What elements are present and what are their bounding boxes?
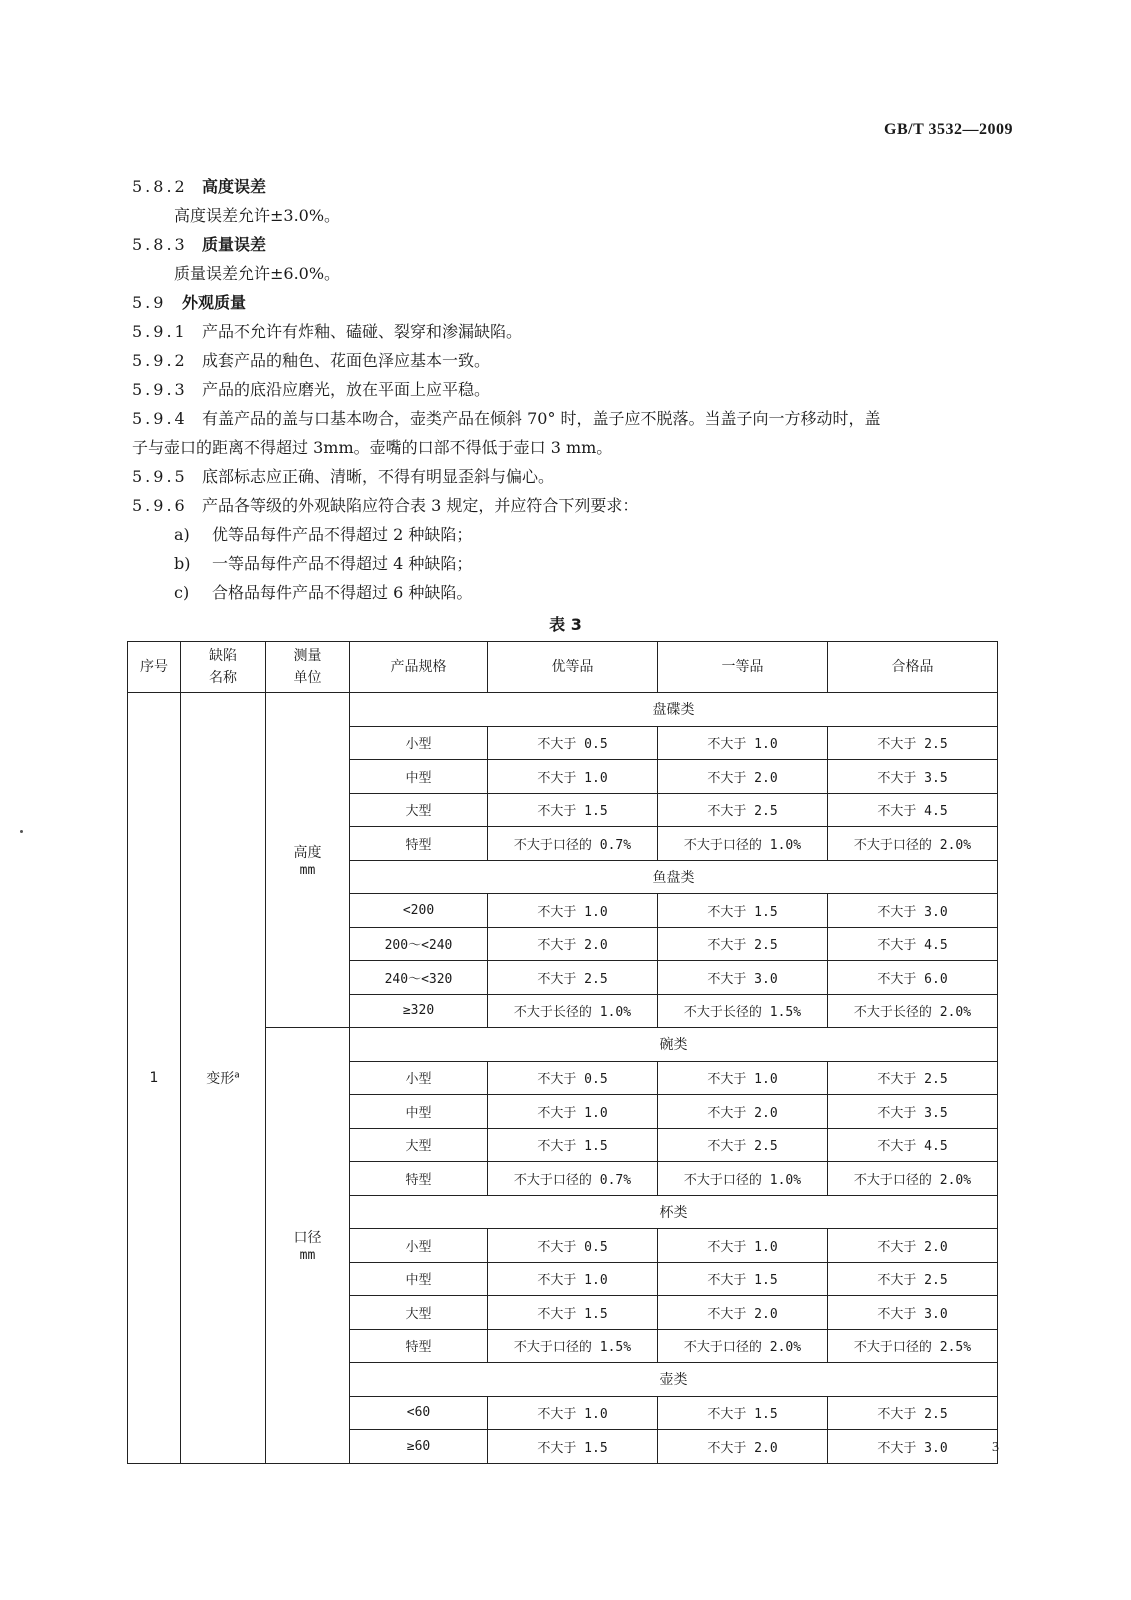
spec-cell: 中型 — [350, 1095, 488, 1129]
qualified-cell: 不大于 3.0 — [828, 1430, 998, 1464]
group-label: 杯类 — [350, 1195, 998, 1229]
unit-height-cell — [266, 693, 350, 1028]
requirement-b — [132, 549, 1012, 578]
qualified-cell: 不大于 2.5 — [828, 1262, 998, 1296]
spec-cell: 小型 — [350, 1229, 488, 1263]
requirement-label: a) — [174, 525, 190, 544]
page-number: 3 — [992, 1440, 999, 1455]
unit-mm: mm — [299, 1248, 316, 1264]
defect-name: 变形 — [206, 1070, 235, 1087]
qualified-cell: 不大于 3.0 — [828, 1296, 998, 1330]
clause-number: 5.9.3 — [132, 380, 188, 399]
spec-cell: ≥60 — [350, 1430, 488, 1464]
first-grade-cell: 不大于 2.0 — [658, 1095, 828, 1129]
group-label: 鱼盘类 — [350, 860, 998, 894]
premium-cell: 不大于 1.5 — [488, 1296, 658, 1330]
header-seq: 序号 — [128, 642, 181, 693]
first-grade-cell: 不大于 3.0 — [658, 961, 828, 995]
first-grade-cell: 不大于 2.5 — [658, 793, 828, 827]
clause-number: 5.9.5 — [132, 467, 188, 486]
unit-label: 高度 — [293, 845, 322, 861]
qualified-cell: 不大于口径的 2.0% — [828, 827, 998, 861]
requirement-c — [132, 578, 1012, 607]
premium-cell: 不大于 0.5 — [488, 1229, 658, 1263]
clause-text: 有盖产品的盖与口基本吻合，壶类产品在倾斜 70° 时，盖子应不脱落。当盖子向一方移动时，盖 — [202, 409, 881, 428]
section-5-8-2-text: 高度误差允许±3.0%。 — [174, 206, 341, 225]
premium-cell: 不大于口径的 1.5% — [488, 1329, 658, 1363]
premium-cell: 不大于 1.0 — [488, 1095, 658, 1129]
premium-cell: 不大于口径的 0.7% — [488, 1162, 658, 1196]
requirement-a — [132, 520, 1012, 549]
premium-cell: 不大于 0.5 — [488, 726, 658, 760]
defect-table — [127, 641, 998, 1464]
premium-cell: 不大于 2.5 — [488, 961, 658, 995]
spec-cell: 大型 — [350, 1296, 488, 1330]
premium-cell: 不大于 0.5 — [488, 1061, 658, 1095]
premium-cell: 不大于长径的 1.0% — [488, 994, 658, 1028]
qualified-cell: 不大于 4.5 — [828, 927, 998, 961]
spec-cell: 大型 — [350, 793, 488, 827]
first-grade-cell: 不大于 1.5 — [658, 894, 828, 928]
qualified-cell: 不大于口径的 2.0% — [828, 1162, 998, 1196]
clause-number: 5.9.2 — [132, 351, 188, 370]
qualified-cell: 不大于口径的 2.5% — [828, 1329, 998, 1363]
clause-5-9-3 — [132, 375, 1012, 404]
document-body — [132, 172, 1012, 607]
premium-cell: 不大于 1.0 — [488, 894, 658, 928]
qualified-cell: 不大于 4.5 — [828, 1128, 998, 1162]
qualified-cell: 不大于 2.5 — [828, 726, 998, 760]
premium-cell: 不大于 1.5 — [488, 793, 658, 827]
standard-code: GB/T 3532—2009 — [884, 121, 1013, 138]
spec-cell: <200 — [350, 894, 488, 928]
first-grade-cell: 不大于 1.0 — [658, 1229, 828, 1263]
spec-cell: 大型 — [350, 1128, 488, 1162]
premium-cell: 不大于 2.0 — [488, 927, 658, 961]
spec-cell: 中型 — [350, 1262, 488, 1296]
first-grade-cell: 不大于 2.5 — [658, 1128, 828, 1162]
group-row — [128, 693, 998, 727]
qualified-cell: 不大于 2.5 — [828, 1061, 998, 1095]
unit-label: 口径 — [293, 1230, 322, 1247]
requirement-label: b) — [174, 554, 191, 573]
clause-5-9-5 — [132, 462, 1012, 491]
qualified-cell: 不大于 6.0 — [828, 961, 998, 995]
spec-cell: 中型 — [350, 760, 488, 794]
qualified-cell: 不大于长径的 2.0% — [828, 994, 998, 1028]
section-number: 5.8.2 — [132, 177, 188, 196]
spec-cell: <60 — [350, 1396, 488, 1430]
header-grade-qualified: 合格品 — [828, 642, 998, 693]
first-grade-cell: 不大于 1.0 — [658, 726, 828, 760]
spec-cell: ≥320 — [350, 994, 488, 1028]
scan-speck — [20, 830, 23, 833]
clause-number: 5.9.6 — [132, 496, 188, 515]
section-title: 外观质量 — [182, 293, 247, 312]
qualified-cell: 不大于 4.5 — [828, 793, 998, 827]
qualified-cell: 不大于 2.5 — [828, 1396, 998, 1430]
qualified-cell: 不大于 3.5 — [828, 760, 998, 794]
spec-cell: 小型 — [350, 726, 488, 760]
table-title: 表 3 — [549, 615, 582, 634]
clause-5-9-2 — [132, 346, 1012, 375]
premium-cell: 不大于 1.5 — [488, 1430, 658, 1464]
defect-cell — [181, 693, 266, 1464]
clause-text: 产品不允许有炸釉、磕碰、裂穿和渗漏缺陷。 — [202, 322, 523, 341]
spec-cell: 240～<320 — [350, 961, 488, 995]
clause-5-9-6 — [132, 491, 1012, 520]
section-5-9-heading — [132, 288, 1012, 317]
header-spec: 产品规格 — [350, 642, 488, 693]
spec-cell: 特型 — [350, 1162, 488, 1196]
header-unit: 测量 单位 — [266, 642, 350, 693]
spec-cell: 小型 — [350, 1061, 488, 1095]
clause-text: 底部标志应正确、清晰，不得有明显歪斜与偏心。 — [202, 467, 555, 486]
qualified-cell: 不大于 3.5 — [828, 1095, 998, 1129]
premium-cell: 不大于 1.0 — [488, 1396, 658, 1430]
premium-cell: 不大于 1.0 — [488, 760, 658, 794]
first-grade-cell: 不大于口径的 2.0% — [658, 1329, 828, 1363]
requirement-text: 合格品每件产品不得超过 6 种缺陷。 — [212, 583, 473, 602]
header-grade-first: 一等品 — [658, 642, 828, 693]
first-grade-cell: 不大于 2.0 — [658, 760, 828, 794]
first-grade-cell: 不大于口径的 1.0% — [658, 1162, 828, 1196]
requirement-text: 一等品每件产品不得超过 4 种缺陷； — [212, 554, 473, 573]
first-grade-cell: 不大于口径的 1.0% — [658, 827, 828, 861]
clause-text: 产品的底沿应磨光，放在平面上应平稳。 — [202, 380, 491, 399]
footnote-marker: a — [234, 1070, 240, 1081]
first-grade-cell: 不大于 1.5 — [658, 1262, 828, 1296]
first-grade-cell: 不大于 1.0 — [658, 1061, 828, 1095]
premium-cell: 不大于 1.0 — [488, 1262, 658, 1296]
section-number: 5.9 — [132, 293, 167, 312]
group-label: 碗类 — [350, 1028, 998, 1062]
header-defect: 缺陷 名称 — [181, 642, 266, 693]
section-5-8-3-text: 质量误差允许±6.0%。 — [174, 264, 341, 283]
clause-5-9-4 — [132, 404, 1012, 433]
first-grade-cell: 不大于 2.0 — [658, 1430, 828, 1464]
premium-cell: 不大于口径的 0.7% — [488, 827, 658, 861]
header-grade-premium: 优等品 — [488, 642, 658, 693]
qualified-cell: 不大于 2.0 — [828, 1229, 998, 1263]
requirement-text: 优等品每件产品不得超过 2 种缺陷； — [212, 525, 473, 544]
section-5-8-2-heading — [132, 172, 1012, 201]
unit-diameter-cell — [266, 1028, 350, 1464]
first-grade-cell: 不大于 2.5 — [658, 927, 828, 961]
section-title: 质量误差 — [202, 235, 267, 254]
table-header-row — [128, 642, 998, 693]
section-number: 5.8.3 — [132, 235, 188, 254]
group-label: 盘碟类 — [350, 693, 998, 727]
spec-cell: 特型 — [350, 1329, 488, 1363]
first-grade-cell: 不大于 2.0 — [658, 1296, 828, 1330]
clause-number: 5.9.4 — [132, 409, 188, 428]
clause-text: 成套产品的釉色、花面色泽应基本一致。 — [202, 351, 491, 370]
clause-5-9-4-continued: 子与壶口的距离不得超过 3mm。壶嘴的口部不得低于壶口 3 mm。 — [132, 438, 613, 457]
seq-cell: 1 — [128, 693, 181, 1464]
spec-cell: 200～<240 — [350, 927, 488, 961]
section-title: 高度误差 — [202, 177, 267, 196]
section-5-8-3-heading — [132, 230, 1012, 259]
premium-cell: 不大于 1.5 — [488, 1128, 658, 1162]
first-grade-cell: 不大于长径的 1.5% — [658, 994, 828, 1028]
requirement-label: c) — [174, 583, 190, 602]
qualified-cell: 不大于 3.0 — [828, 894, 998, 928]
unit-mm: mm — [299, 863, 316, 878]
group-label: 壶类 — [350, 1363, 998, 1397]
spec-cell: 特型 — [350, 827, 488, 861]
clause-text: 产品各等级的外观缺陷应符合表 3 规定，并应符合下列要求： — [202, 496, 639, 515]
clause-5-9-1 — [132, 317, 1012, 346]
clause-number: 5.9.1 — [132, 322, 188, 341]
first-grade-cell: 不大于 1.5 — [658, 1396, 828, 1430]
